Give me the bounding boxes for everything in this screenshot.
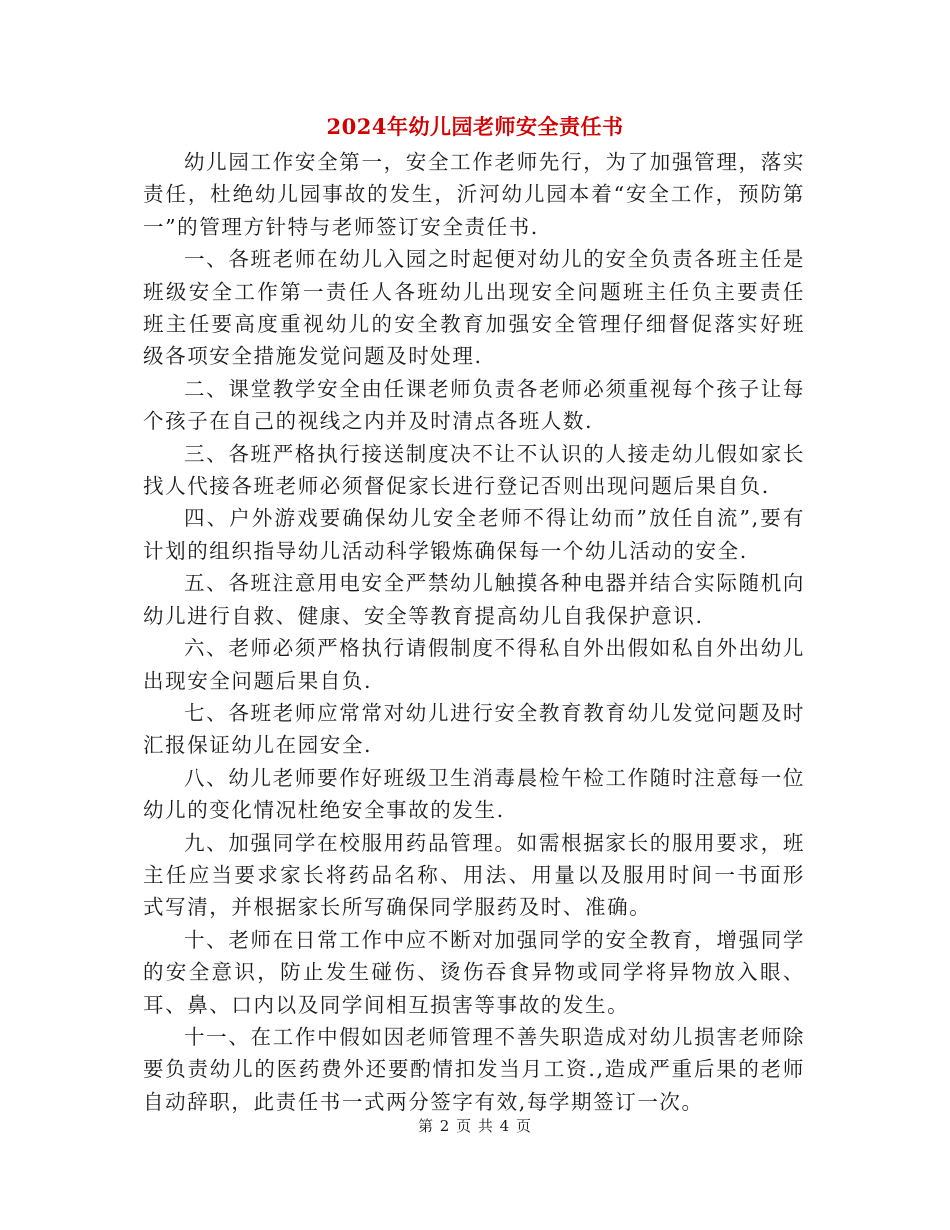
paragraph-clause-5: 五、各班注意用电安全严禁幼儿触摸各种电器并结合实际随机向幼儿进行自救、健康、安全等教育提高幼儿自我保护意识. — [143, 571, 805, 628]
paragraph-clause-2: 二、课堂教学安全由任课老师负责各老师必须重视每个孩子让每个孩子在自己的视线之内并及时清点各班人数. — [143, 376, 805, 434]
paragraph-clause-6: 六、老师必须严格执行请假制度不得私自外出假如私自外出幼儿出现安全问题后果自负. — [143, 636, 805, 693]
paragraph-clause-10: 十、老师在日常工作中应不断对加强同学的安全教育，增强同学的安全意识，防止发生碰伤、烫伤吞食异物或同学将异物放入眼、耳、鼻、口内以及同学间相互损害等事故的发生。 — [143, 927, 805, 1017]
page-number-footer: 第 2 页 共 4 页 — [418, 1117, 532, 1135]
paragraph-clause-7: 七、各班老师应常常对幼儿进行安全教育教育幼儿发觉问题及时汇报保证幼儿在园安全. — [143, 700, 805, 758]
paragraph-clause-11: 十一、在工作中假如因老师管理不善失职造成对幼儿损害老师除要负责幼儿的医药费外还要酌情扣发当月工资.,造成严重后果的老师自动辞职，此责任书一式两分签字有效,每学期签订一次。 — [143, 1024, 805, 1114]
paragraph-clause-8: 八、幼儿老师要作好班级卫生消毒晨检午检工作随时注意每一位幼儿的变化情况杜绝安全事故的发生. — [143, 765, 805, 823]
paragraph-clause-1: 一、各班老师在幼儿入园之时起便对幼儿的安全负责各班主任是班级安全工作第一责任人各班幼儿出现安全问题班主任负主要责任班主任要高度重视幼儿的安全教育加强安全管理仔细督促落实好班级各项安全措施发觉问题及时处理. — [143, 247, 805, 369]
document-title: 2024年幼儿园老师安全责任书 — [326, 114, 624, 139]
paragraph-clause-9: 九、加强同学在校服用药品管理。如需根据家长的服用要求，班主任应当要求家长将药品名称、用法、用量以及服用时间一书面形式写清，并根据家长所写确保同学服药及时、准确。 — [143, 830, 805, 920]
paragraph-clause-3: 三、各班严格执行接送制度决不让不认识的人接走幼儿假如家长找人代接各班老师必须督促家长进行登记否则出现问题后果自负. — [143, 441, 805, 499]
paragraph-intro: 幼儿园工作安全第一，安全工作老师先行，为了加强管理，落实责任，杜绝幼儿园事故的发生，沂河幼儿园本着“安全工作，预防第一”的管理方针特与老师签订安全责任书. — [143, 150, 805, 239]
paragraph-clause-4: 四、户外游戏要确保幼儿安全老师不得让幼而”放任自流”,要有计划的组织指导幼儿活动科学锻炼确保每一个幼儿活动的安全. — [143, 506, 805, 563]
document-body — [143, 146, 805, 1118]
